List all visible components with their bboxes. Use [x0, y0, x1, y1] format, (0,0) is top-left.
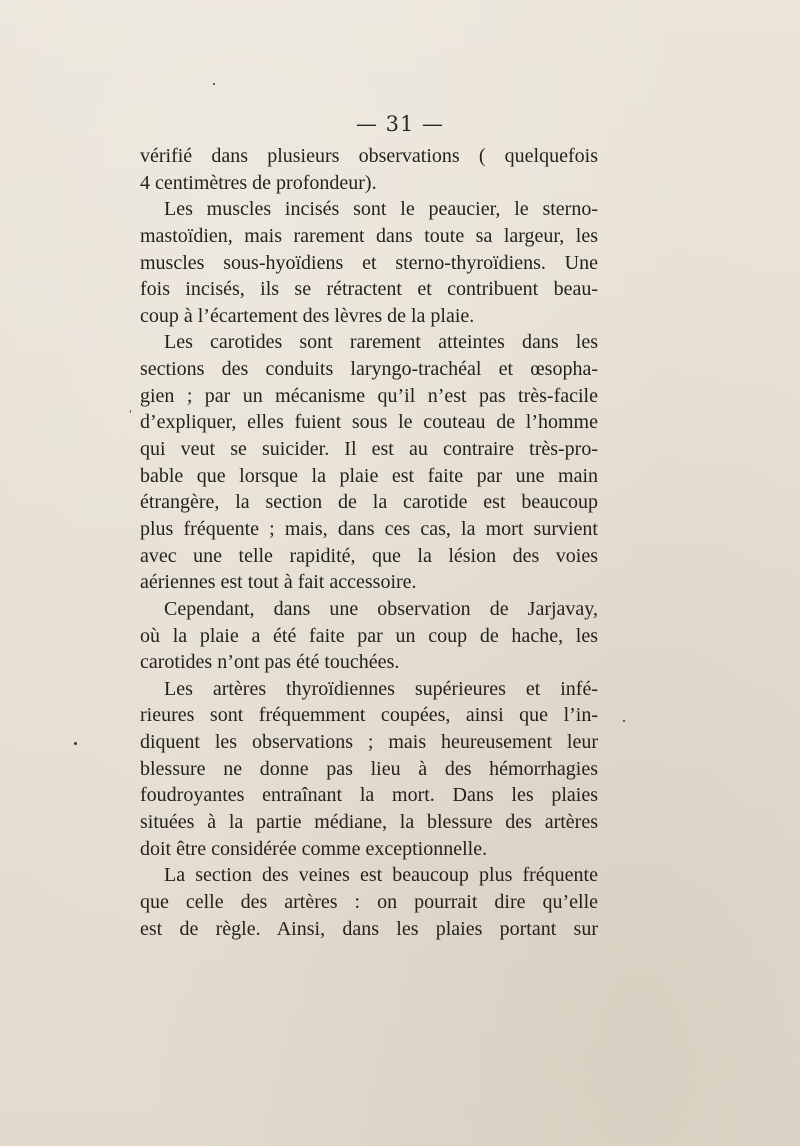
paper-speck	[623, 720, 625, 722]
text-line: rieures sont fréquemment coupées, ainsi que l’in-	[140, 704, 598, 727]
text-line: aériennes est tout à fait accessoire.	[140, 571, 417, 594]
text-line: coup à l’écartement des lèvres de la plaie.	[140, 304, 475, 327]
text-line: qui veut se suicider. Il est au contraire très-pro-	[140, 438, 598, 461]
text-line: blessure ne donne pas lieu à des hémorrhagies	[140, 757, 598, 780]
text-line: carotides n’ont pas été touchées.	[140, 651, 400, 674]
text-line: que celle des artères : on pourrait dire qu’elle	[140, 890, 598, 913]
text-line: diquent les observations ; mais heureusement leur	[140, 731, 598, 754]
text-line: situées à la partie médiane, la blessure des artères	[140, 811, 598, 834]
text-line: où la plaie a été faite par un coup de hache, les	[140, 624, 598, 647]
text-line: sections des conduits laryngo-trachéal et œsopha-	[140, 358, 598, 381]
text-line: La section des veines est beaucoup plus fréquente	[164, 864, 598, 887]
text-line: doit être considérée comme exceptionnelle.	[140, 837, 488, 860]
text-line: 4 centimètres de profondeur).	[140, 171, 377, 194]
text-line: mastoïdien, mais rarement dans toute sa largeur, les	[140, 224, 598, 247]
text-line: bable que lorsque la plaie est faite par une main	[140, 464, 598, 487]
text-line: fois incisés, ils se rétractent et contribuent beau-	[140, 278, 598, 301]
text-line: Les carotides sont rarement atteintes dans les	[164, 331, 598, 354]
text-line: est de règle. Ainsi, dans les plaies portant sur	[140, 917, 598, 940]
text-line: avec une telle rapidité, que la lésion des voies	[140, 544, 598, 567]
text-line: muscles sous-hyoïdiens et sterno-thyroïdiens. Une	[140, 251, 598, 274]
paper-speck	[213, 83, 215, 85]
paper-speck	[130, 410, 131, 413]
text-line: étrangère, la section de la carotide est beaucoup	[140, 491, 598, 514]
text-line: Les muscles incisés sont le peaucier, le sterno-	[164, 198, 598, 221]
text-line: Cependant, dans une observation de Jarjavay,	[164, 597, 598, 620]
text-line: plus fréquente ; mais, dans ces cas, la mort survient	[140, 517, 598, 540]
text-line: d’expliquer, elles fuient sous le couteau de l’homme	[140, 411, 598, 434]
body-text	[140, 143, 598, 942]
text-line: gien ; par un mécanisme qu’il n’est pas très-facile	[140, 384, 598, 407]
text-line: vérifié dans plusieurs observations ( quelquefois	[140, 145, 598, 167]
page-number: — 31 —	[355, 112, 445, 136]
text-line: foudroyantes entraînant la mort. Dans les plaies	[140, 784, 598, 807]
text-line: Les artères thyroïdiennes supérieures et infé-	[164, 677, 598, 700]
paper-speck	[74, 742, 77, 745]
